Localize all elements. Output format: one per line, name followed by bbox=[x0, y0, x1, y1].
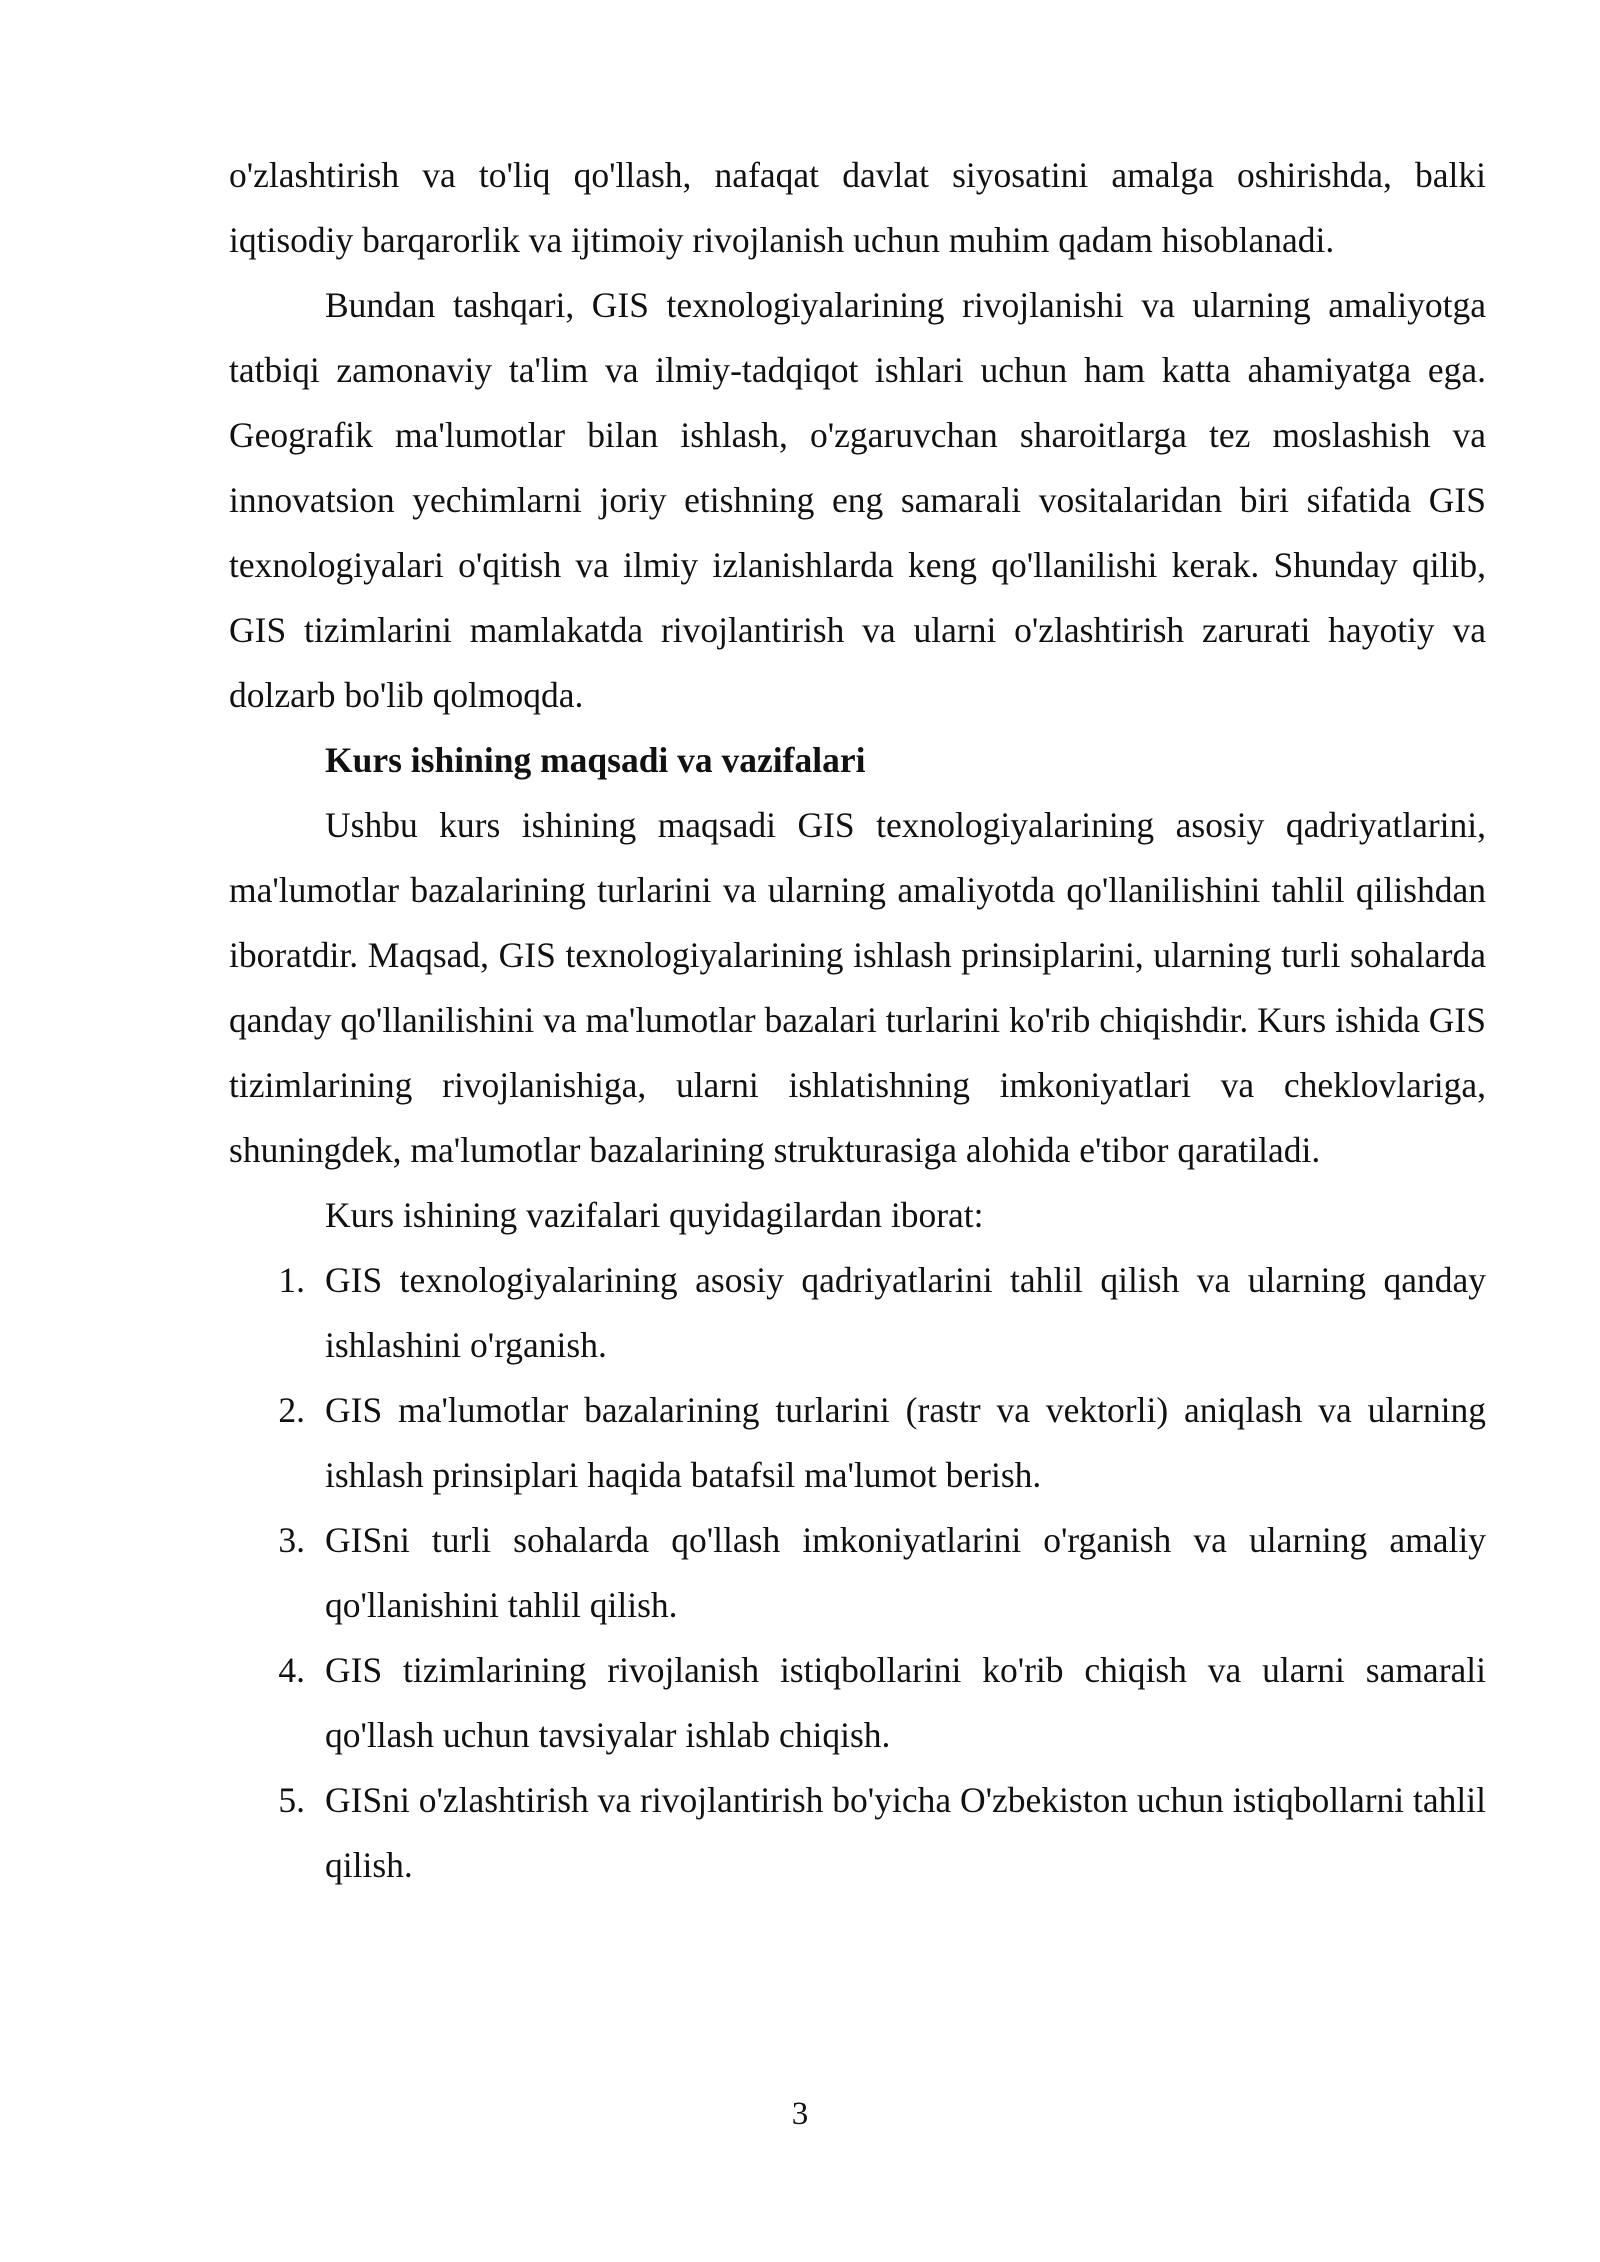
list-item-number: 4. bbox=[278, 1650, 305, 1690]
tasks-list bbox=[229, 1248, 1486, 1898]
page-number: 3 bbox=[791, 2096, 809, 2132]
paragraph-purpose: Ushbu kurs ishining maqsadi GIS texnologiyalarining asosiy qadriyatlarini, ma'lumotlar bazalarining turlarini va ularning amaliyotda qo'llanilishini tahlil qilishdan iboratdir. Maqsad, GIS texnologiyalarining ishlash prinsiplarini, ularning turli sohalarda qanday qo'llanilishini va ma'lumotlar bazalari turlarini ko'rib chiqishdir. Kurs ishida GIS tizimlarining rivojlanishiga, ularni ishlatishning imkoniyatlari va cheklovlariga, shuningdek, ma'lumotlar bazalarining strukturasiga alohida e'tibor qaratiladi. bbox=[229, 805, 1486, 1170]
paragraph-gis-importance: Bundan tashqari, GIS texnologiyalarining rivojlanishi va ularning amaliyotga tatbiqi zamonaviy ta'lim va ilmiy-tadqiqot ishlari uchun ham katta ahamiyatga ega. Geografik ma'lumotlar bilan ishlash, o'zgaruvchan sharoitlarga tez moslashish va innovatsion yechimlarni joriy etishning eng samarali vositalaridan biri sifatida GIS texnologiyalari o'qitish va ilmiy izlanishlarda keng qo'llanilishi kerak. Shunday qilib, GIS tizimlarini mamlakatda rivojlantirish va ularni o'zlashtirish zarurati hayotiy va dolzarb bo'lib qolmoqda. bbox=[229, 285, 1486, 715]
paragraph-continuation: o'zlashtirish va to'liq qo'llash, nafaqat davlat siyosatini amalga oshirishda, balki iqtisodiy barqarorlik va ijtimoiy rivojlanish uchun muhim qadam hisoblanadi. bbox=[229, 155, 1486, 260]
list-item-text: GIS ma'lumotlar bazalarining turlarini (rastr va vektorli) aniqlash va ularning ishlash prinsiplari haqida batafsil ma'lumot berish. bbox=[325, 1390, 1486, 1495]
list-item bbox=[229, 1248, 1486, 1378]
list-item-text: GISni turli sohalarda qo'llash imkoniyatlarini o'rganish va ularning amaliy qo'llanishini tahlil qilish. bbox=[325, 1520, 1486, 1625]
list-item-number: 5. bbox=[278, 1780, 305, 1820]
tasks-intro: Kurs ishining vazifalari quyidagilardan iborat: bbox=[325, 1195, 984, 1235]
list-item-text: GIS tizimlarining rivojlanish istiqbollarini ko'rib chiqish va ularni samarali qo'llash uchun tavsiyalar ishlab chiqish. bbox=[325, 1650, 1486, 1755]
list-item-number: 1. bbox=[278, 1260, 305, 1300]
list-item bbox=[229, 1508, 1486, 1638]
list-item-number: 2. bbox=[278, 1390, 305, 1430]
list-item-text: GISni o'zlashtirish va rivojlantirish bo'yicha O'zbekiston uchun istiqbollarni tahlil qilish. bbox=[325, 1780, 1486, 1885]
list-item-text: GIS texnologiyalarining asosiy qadriyatlarini tahlil qilish va ularning qanday ishlashini o'rganish. bbox=[325, 1260, 1486, 1365]
document-page bbox=[229, 143, 1486, 1898]
list-item-number: 3. bbox=[278, 1520, 305, 1560]
list-item bbox=[229, 1768, 1486, 1898]
section-heading: Kurs ishining maqsadi va vazifalari bbox=[325, 740, 866, 780]
list-item bbox=[229, 1638, 1486, 1768]
list-item bbox=[229, 1378, 1486, 1508]
